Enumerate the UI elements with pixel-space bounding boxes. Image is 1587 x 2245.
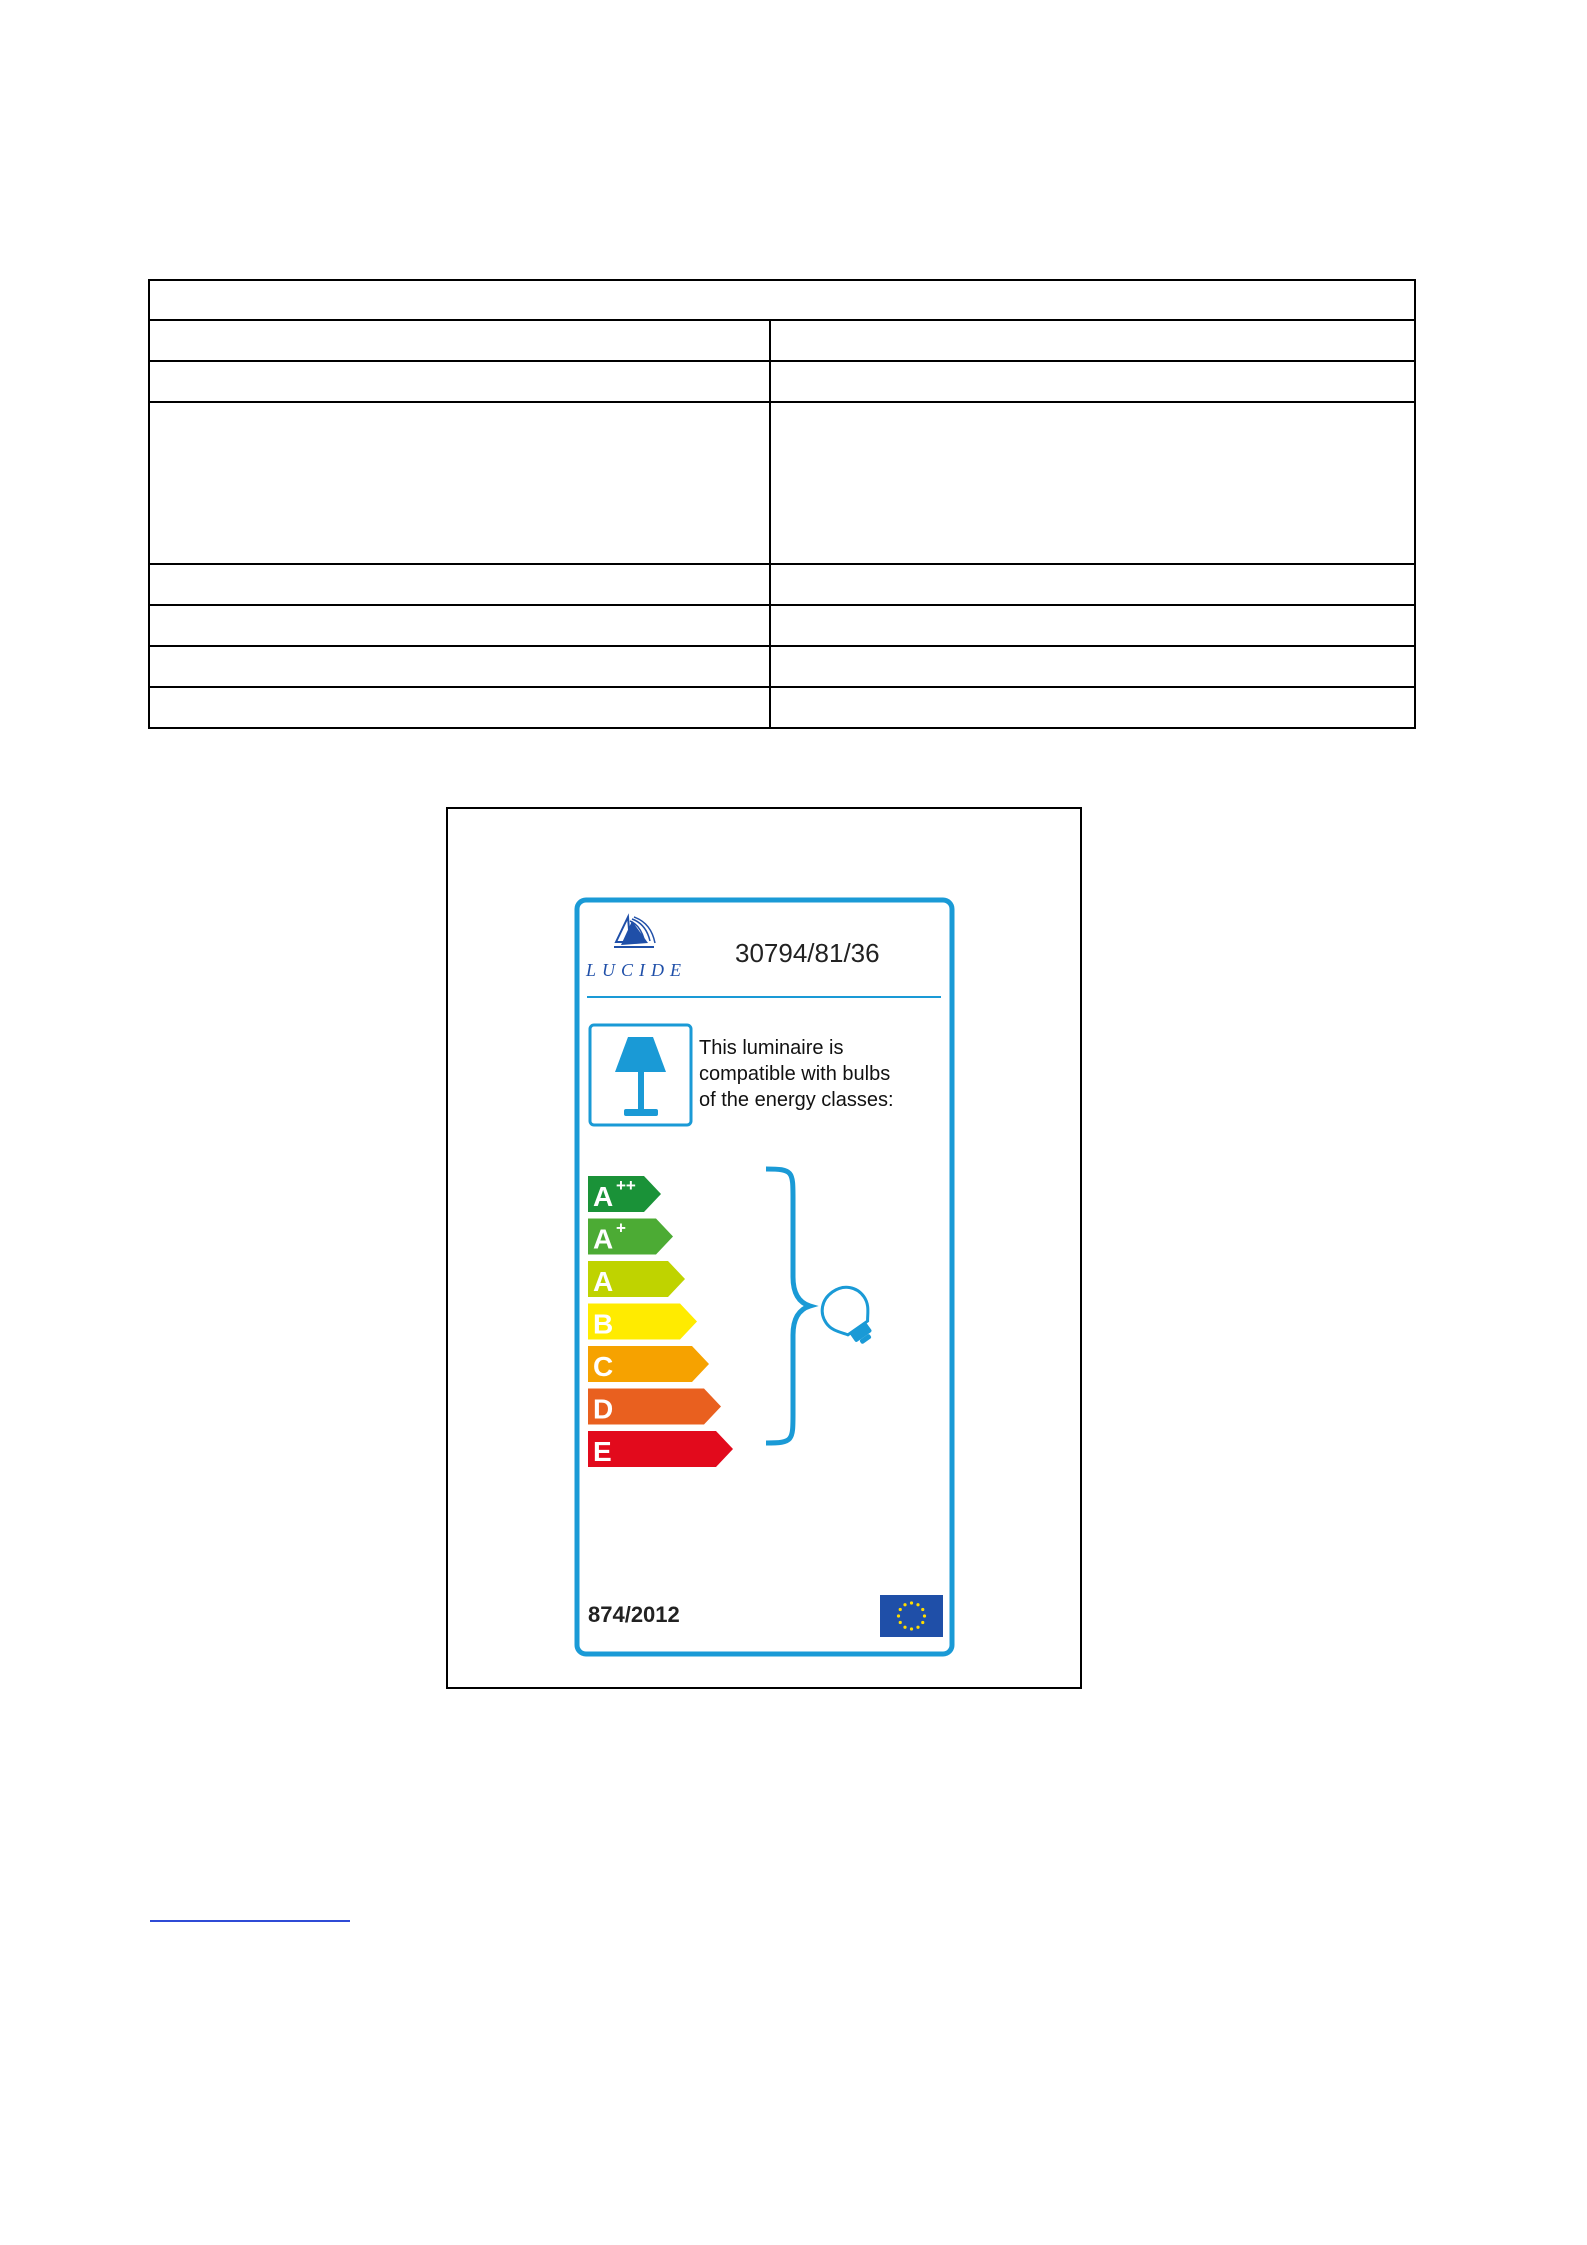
brand-name: LUCIDE: [586, 960, 688, 980]
eu-star: [899, 1621, 902, 1624]
energy-label: [448, 809, 1080, 1687]
eu-star: [916, 1626, 919, 1629]
table-row: [149, 646, 1415, 687]
compatibility-line: compatible with bulbs: [699, 1063, 891, 1085]
table-cell: [149, 402, 770, 564]
table-cell: [149, 646, 770, 687]
eu-star: [921, 1608, 924, 1611]
eu-star: [921, 1621, 924, 1624]
compatibility-line: of the energy classes:: [699, 1089, 894, 1111]
table-row: [149, 320, 1415, 361]
table-row: [149, 687, 1415, 728]
table-row: [149, 564, 1415, 605]
eu-star: [899, 1608, 902, 1611]
eu-star: [903, 1626, 906, 1629]
eu-star: [897, 1614, 900, 1617]
energy-class-arrow: [588, 1389, 721, 1425]
table-header-row: [149, 280, 1415, 320]
eu-star: [910, 1601, 913, 1604]
energy-class-letter: A: [593, 1223, 614, 1255]
spec-table: [148, 279, 1416, 729]
eu-star: [910, 1627, 913, 1630]
product-code: 30794/81/36: [735, 938, 880, 968]
energy-class-letter: A: [593, 1181, 614, 1212]
energy-class-arrow: [588, 1219, 673, 1255]
regulation-number: 874/2012: [588, 1602, 680, 1627]
energy-class-letter: C: [593, 1351, 614, 1382]
table-cell: [149, 320, 770, 361]
energy-class-letter: B: [593, 1308, 614, 1340]
eu-star: [916, 1603, 919, 1606]
energy-class-superscript: +: [616, 1218, 626, 1238]
eu-flag-icon: [880, 1595, 943, 1637]
energy-label-frame: [446, 807, 1082, 1689]
table-cell: [149, 687, 770, 728]
table-cell: [770, 564, 1415, 605]
lamp-icon: [590, 1025, 691, 1125]
table-cell: [770, 687, 1415, 728]
energy-class-arrow: [588, 1304, 697, 1340]
energy-class-letter: E: [593, 1436, 612, 1467]
table-row: [149, 361, 1415, 402]
table-cell: [770, 646, 1415, 687]
table-cell: [149, 564, 770, 605]
eu-star: [923, 1614, 926, 1617]
compatibility-line: This luminaire is: [699, 1037, 844, 1059]
table-cell: [770, 320, 1415, 361]
table-cell: [770, 402, 1415, 564]
table-cell: [770, 361, 1415, 402]
energy-class-letter: D: [593, 1393, 614, 1425]
energy-class-letter: A: [593, 1266, 614, 1297]
eu-star: [903, 1603, 906, 1606]
energy-class-arrow: [588, 1431, 733, 1467]
energy-class-arrow: [588, 1261, 685, 1297]
table-row: [149, 605, 1415, 646]
table-cell: [149, 361, 770, 402]
energy-class-superscript: ++: [616, 1176, 636, 1195]
table-cell: [149, 280, 1415, 320]
table-row: [149, 402, 1415, 564]
footnote-separator: [150, 1920, 350, 1922]
table-cell: [149, 605, 770, 646]
table-cell: [770, 605, 1415, 646]
energy-class-arrow: [588, 1346, 709, 1382]
